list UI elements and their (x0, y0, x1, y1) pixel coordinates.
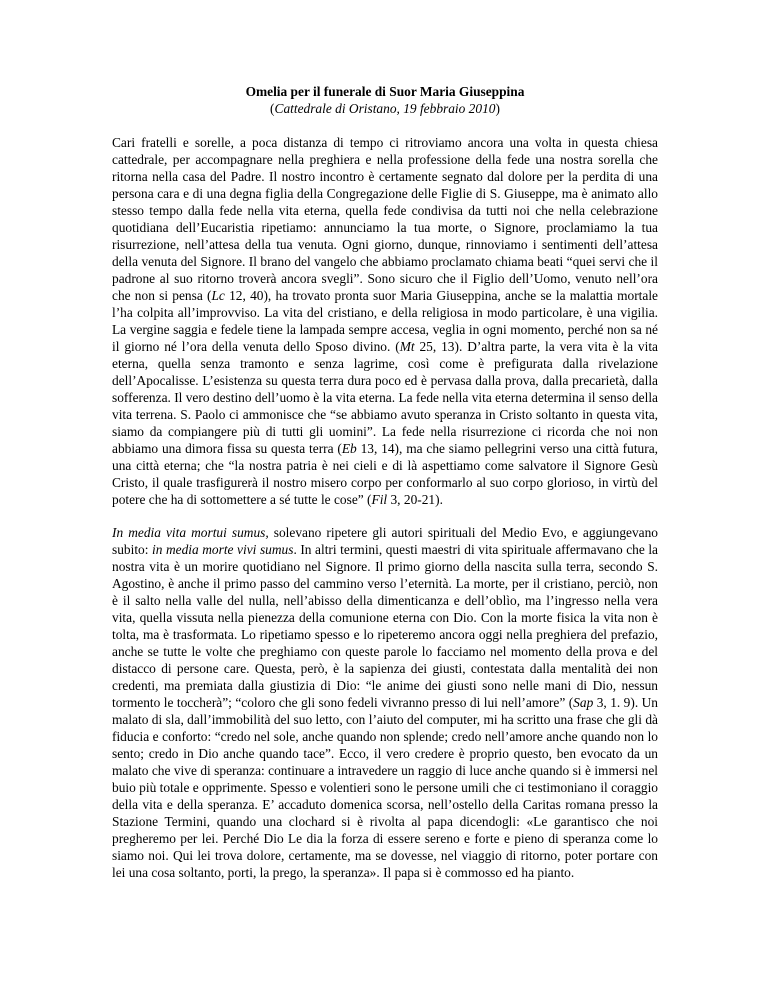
italic-segment: Mt (399, 339, 415, 354)
subtitle-place-date: Cattedrale di Oristano, 19 febbraio 2010 (274, 101, 496, 116)
paragraph (112, 524, 658, 881)
text-segment: 25, 13). D’altra parte, la vera vita è la vita eterna, quella senza tramonto e senza lagrime, così come è prefigurata dalla rivelazione dell’Apocalisse. L’esistenza su questa terra dura poco ed è pervasa dalla prova, dalla precarietà, dalla sofferenza. Il vero destino dell’uomo è la vita eterna. La fede nella vita eterna determina il senso della vita terrena. S. Paolo ci ammonisce che “se abbiamo avuto speranza in Cristo soltanto in questa vita, siamo da compiangere più di tutti gli uomini”. La fede nella risurrezione ci ricorda che noi non abbiamo una dimora fissa su questa terra ( (112, 339, 658, 456)
italic-segment: Fil (371, 492, 388, 507)
text-segment: Cari fratelli e sorelle, a poca distanza di tempo ci ritroviamo ancora una volta in questa chiesa cattedrale, per accompagnare nella preghiera e nella professione della fede una nostra sorella che ritorna nella casa del Padre. Il nostro incontro è certamente segnato dal dolore per la perdita di una persona cara e di una degna figlia della Congregazione delle Figlie di S. Giuseppe, ma è animato allo stesso tempo dalla fede nella vita eterna, quella fede condivisa da tutti noi che nella celebrazione quotidiana dell’Eucaristia ripetiamo: annunciamo la tua morte, o Signore, proclamiamo la tua risurrezione, nell’attesa della tua venuta. Ogni giorno, dunque, rinnoviamo i sentimenti dell’attesa della venuta del Signore. Il brano del vangelo che abbiamo proclamato chiama beati “quei servi che il padrone al suo ritorno troverà ancora svegli”. Sono sicuro che il Figlio dell’Uomo, venuto nell’ora che non si pensa ( (112, 135, 658, 303)
italic-segment: Lc (211, 288, 225, 303)
text-segment: 13, 14), ma che siamo pellegrini verso una città futura, una città eterna; che “la nostra patria è nei cieli e di là aspettiamo come salvatore il Signore Gesù Cristo, il quale trasfigurerà il nostro misero corpo per conformarlo al suo corpo glorioso, in virtù del potere che ha di sottomettere a sé tutte le cose” ( (112, 441, 658, 507)
paragraph (112, 134, 658, 508)
italic-segment: Sap (573, 695, 594, 710)
document-page (112, 83, 658, 897)
text-segment: 3, 20-21). (387, 492, 443, 507)
document-subtitle (112, 100, 658, 117)
subtitle-close: ) (495, 101, 500, 116)
document-body (112, 134, 658, 881)
document-title: Omelia per il funerale di Suor Maria Giuseppina (245, 84, 525, 99)
text-segment: 12, 40), ha trovato pronta suor Maria Giuseppina, anche se la malattia mortale l’ha colpita all’improvviso. La vita del cristiano, e della religiosa in modo particolare, è una vigilia. La vergine saggia e fedele tiene la lampada sempre accesa, veglia in ogni momento, perché non sa né il giorno né l’ora della venuta dello Sposo divino. ( (112, 288, 658, 354)
document-header (112, 83, 658, 117)
italic-segment: In media vita mortui sumus, (112, 525, 269, 540)
italic-segment: in media morte vivi sumus (152, 542, 294, 557)
italic-segment: Eb (341, 441, 357, 456)
text-segment: solevano ripetere gli autori spirituali del Medio Evo, e aggiungevano subito: (112, 525, 658, 557)
subtitle-open: ( (270, 101, 275, 116)
text-segment: . In altri termini, questi maestri di vita spirituale affermavano che la nostra vita è un morire quotidiano nel Signore. Il primo giorno della nascita sulla terra, secondo S. Agostino, è anche il primo passo del cammino verso l’eternità. La morte, per il cristiano, perciò, non è il salto nella valle del nulla, nell’abisso della dimenticanza e dell’oblìo, ma l’ingresso nella vera vita, quella vissuta nella pienezza della comunione eterna con Dio. Con la morte fisica la vita non è tolta, ma è trasformata. Lo ripetiamo spesso e lo ripeteremo ancora oggi nella preghiera del prefazio, anche se tutte le volte che preghiamo con queste parole lo facciamo nel momento della prova e del distacco di persone care. Questa, però, è la sapienza dei giusti, contestata dalla mentalità dei non credenti, ma premiata dalla giustizia di Dio: “le anime dei giusti sono nelle mani di Dio, nessun tormento le toccherà”; “coloro che gli sono fedeli vivranno presso di lui nell’amore” ( (112, 542, 658, 710)
text-segment: 3, 1. 9). Un malato di sla, dall’immobilità del suo letto, con l’aiuto del computer, mi ha scritto una frase che gli dà fiducia e conforto: “credo nel sole, anche quando non splende; credo nell’amore anche quando non lo sento; credo in Dio anche quando tace”. Ecco, il vero credere è proprio questo, ben evocato da un malato che vive di speranza: continuare a intravedere un raggio di luce anche quando si è immersi nel buio più totale e opprimente. Spesso e volentieri sono le persone umili che ci testimoniano il coraggio della vita e della speranza. E’ accaduto domenica scorsa, nell’ostello della Caritas romana presso la Stazione Termini, quando una clochard si è rivolta al papa dicendogli: «Le garantisco che noi pregheremo per lei. Perché Dio Le dia la forza di essere sereno e forte e pieno di speranza come lo siamo noi. Qui lei trova dolore, certamente, ma se dovesse, nel viaggio di ritorno, poter portare con lei una cosa soltanto, porti, la prego, la speranza». Il papa si è commosso ed ha pianto. (112, 695, 658, 880)
